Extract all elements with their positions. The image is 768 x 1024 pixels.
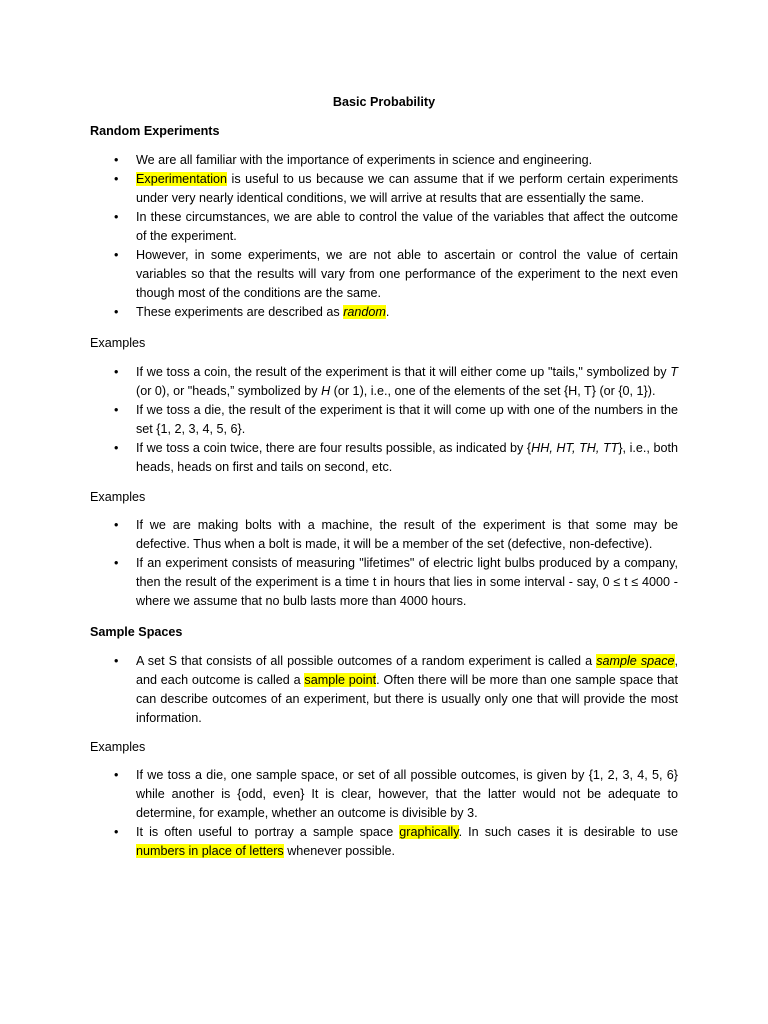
examples-list-1 xyxy=(136,363,678,477)
list-item: • If we toss a coin, the result of the experiment is that it will either come up "tails," symbolized by T (or 0), or "heads,” symbolized by H (or 1), i.e., one of the elements of the set {H, T} (or {0, 1}). xyxy=(136,363,678,401)
list-item: • If we toss a die, one sample space, or set of all possible outcomes, is given by {1, 2, 3, 4, 5, 6} while another is {odd, even} It is clear, however, that the latter would not be adequate to determine, for example, whether an outcome is divisible by 3. xyxy=(136,766,678,823)
section-heading-sample-spaces: Sample Spaces xyxy=(90,625,183,639)
examples-label: Examples xyxy=(90,490,146,504)
highlighted-term: numbers in place of letters xyxy=(136,844,284,858)
highlighted-term: sample point xyxy=(304,673,377,687)
document-title: Basic Probability xyxy=(332,95,436,109)
list-item: • We are all familiar with the importance of experiments in science and engineering. xyxy=(136,151,678,170)
list-item: • These experiments are described as random. xyxy=(136,303,678,322)
list-item: • If an experiment consists of measuring "lifetimes" of electric light bulbs produced by a company, then the result of the experiment is a time t in hours that lies in some interval - say, 0 ≤ t ≤ 4000 - where we assume that no bulb lasts more than 4000 hours. xyxy=(136,554,678,611)
list-item: • However, in some experiments, we are not able to ascertain or control the value of certain variables so that the results will vary from one performance of the experiment to the next even though most of the conditions are the same. xyxy=(136,246,678,303)
highlighted-term: Experimentation xyxy=(136,172,228,186)
examples-label: Examples xyxy=(90,740,146,754)
section-heading-random-experiments: Random Experiments xyxy=(90,124,220,138)
list-item: • Experimentation is useful to us because we can assume that if we perform certain experiments under very nearly identical conditions, we will arrive at results that are essentially the same. xyxy=(136,170,678,208)
sample-spaces-list xyxy=(136,652,678,728)
highlighted-term: graphically xyxy=(399,825,459,839)
examples-list-2 xyxy=(136,516,678,611)
examples-list-3 xyxy=(136,766,678,861)
random-experiments-list xyxy=(136,151,678,322)
highlighted-term: random xyxy=(343,305,386,319)
list-item: • A set S that consists of all possible outcomes of a random experiment is called a sample space, and each outcome is called a sample point. Often there will be more than one sample space that can describe outcomes of an experiment, but there is usually only one that will provide the most information. xyxy=(136,652,678,728)
examples-label: Examples xyxy=(90,336,146,350)
highlighted-term: sample space xyxy=(596,654,675,668)
list-item: • If we are making bolts with a machine, the result of the experiment is that some may be defective. Thus when a bolt is made, it will be a member of the set (defective, non-defective). xyxy=(136,516,678,554)
list-item: • It is often useful to portray a sample space graphically. In such cases it is desirable to use numbers in place of letters whenever possible. xyxy=(136,823,678,861)
list-item: • In these circumstances, we are able to control the value of the variables that affect the outcome of the experiment. xyxy=(136,208,678,246)
list-item: • If we toss a die, the result of the experiment is that it will come up with one of the numbers in the set {1, 2, 3, 4, 5, 6}. xyxy=(136,401,678,439)
list-item: • If we toss a coin twice, there are four results possible, as indicated by {HH, HT, TH, TT}, i.e., both heads, heads on first and tails on second, etc. xyxy=(136,439,678,477)
